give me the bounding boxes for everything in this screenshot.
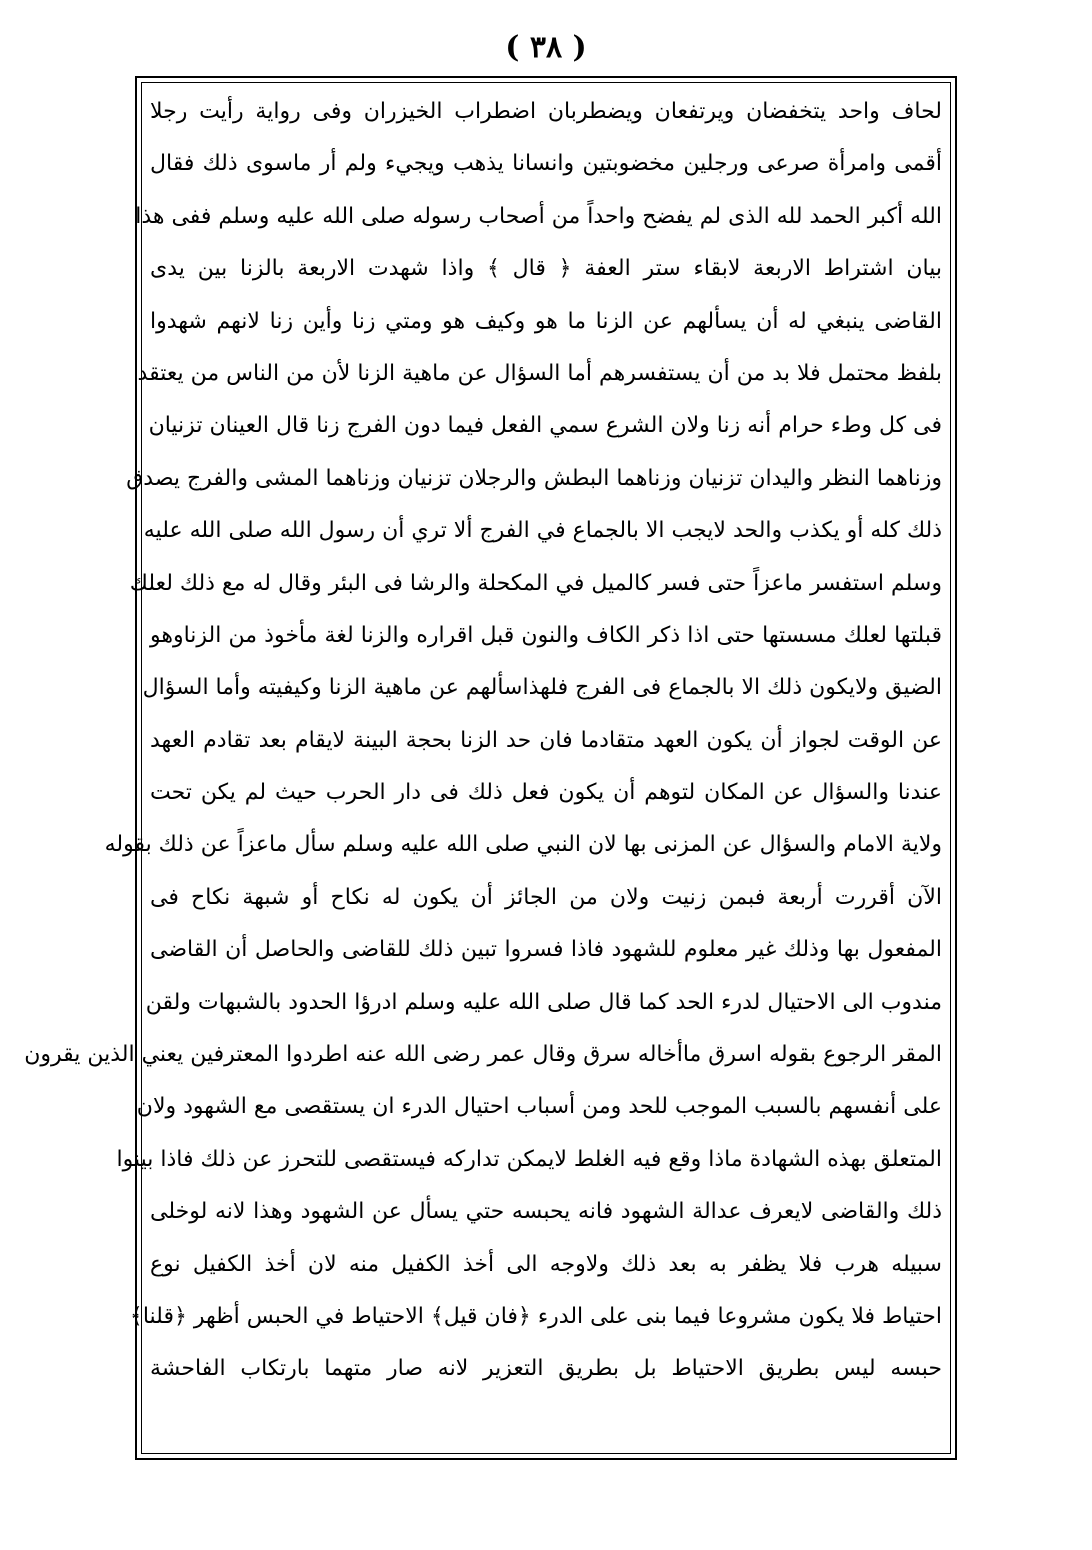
text-line: وزناهما النظر واليدان تزنيان وزناهما البطش والرجلان تزنيان وزناهما المشى والفرج يصدق: [126, 465, 942, 491]
text-line: سبيله هرب فلا يظفر به بعد ذلك ولاوجه الى أخذ الكفيل منه لان أخذ الكفيل نوع: [150, 1251, 942, 1277]
text-line: القاضى ينبغي له أن يسألهم عن الزنا ما هو وكيف هو ومتي زنا وأين زنا لانهم شهدوا: [150, 308, 942, 334]
text-line: بيان اشتراط الاربعة لابقاء ستر العفة ﴿ قال ﴾ واذا شهدت الاربعة بالزنا بين يدى: [150, 256, 942, 282]
text-line: ذلك والقاضى لايعرف عدالة الشهود فانه يحبسه حتي يسأل عن الشهود وهذا لانه لوخلى: [150, 1199, 942, 1225]
text-line: الله أكبر الحمد لله الذى لم يفضح واحداً من أصحاب رسوله صلى الله عليه وسلم ففى هذا: [135, 203, 942, 229]
page-number: ( ٣٨ ): [505, 30, 587, 65]
text-line: فى كل وطء حرام أنه زنا ولان الشرع سمي الفعل فيما دون الفرج زنا قال العينان تزنيان: [148, 413, 942, 439]
text-line: ذلك كله أو يكذب والحد لايجب الا بالجماع في الفرج ألا تري أن رسول الله صلى الله عليه: [143, 518, 942, 544]
text-line: مندوب الى الاحتيال لدرء الحد كما قال صلى الله عليه وسلم ادرؤا الحدود بالشبهات ولقن: [145, 989, 942, 1015]
text-line: لحاف واحد يتخفضان ويرتفعان ويضطربان اضطراب الخيزران وفى رواية رأيت رجلا: [150, 99, 942, 124]
text-line: وسلم استفسر ماعزاً حتى فسر كالميل في المكحلة والرشا فى البئر وقال له مع ذلك لعلك: [129, 570, 942, 596]
text-line: ولاية الامام والسؤال عن المزنى بها لان النبي صلى الله عليه وسلم سأل ماعزاً عن ذلك بقوله: [104, 832, 942, 858]
text-line: المقر الرجوع بقوله اسرق ماأخاله سرق وقال عمر رضى الله عنه اطردوا المعترفين يعني الذين يقرون: [24, 1042, 942, 1068]
text-line: قبلتها لعلك مسستها حتى اذا ذكر الكاف والنون قبل اقراره والزنا لغة مأخوذ من الزناوهو: [150, 622, 942, 648]
body-text: [24, 86, 942, 1450]
text-line: حبسه ليس بطريق الاحتياط بل بطريق التعزير لانه صار متهما بارتكاب الفاحشة: [150, 1356, 942, 1382]
text-line: المفعول بها وذلك غير معلوم للشهود فاذا فسروا تبين ذلك للقاضى والحاصل أن القاضى: [150, 937, 942, 963]
text-line: عن الوقت لجواز أن يكون العهد متقادما فان حد الزنا بحجة البينة لايقام بعد تقادم العهد: [150, 727, 942, 753]
text-line: بلفظ محتمل فلا بد من أن يستفسرهم أما السؤال عن ماهية الزنا لأن من الناس من يعتقد: [137, 360, 942, 386]
text-line: الضيق ولايكون ذلك الا بالجماع فى الفرج فلهذاسألهم عن ماهية الزنا وكيفيته وأما السؤال: [142, 675, 942, 701]
text-line: الآن أقررت أربعة فبمن زنيت ولان من الجائز أن يكون له نكاح أو شبهة نكاح فى: [150, 884, 942, 910]
text-line: المتعلق بهذه الشهادة ماذا وقع فيه الغلط لايمكن تداركه فيستقصى للتحرز عن ذلك فاذا بينوا: [116, 1146, 942, 1172]
text-line: احتياط فلا يكون مشروعا فيما بنى على الدرء ﴿فان قيل﴾ الاحتياط في الحبس أظهر ﴿قلنا﴾: [129, 1303, 942, 1329]
text-line: عندنا والسؤال عن المكان لتوهم أن يكون فعل ذلك فى دار الحرب حيث لم يكن تحت: [150, 780, 942, 806]
text-line: على أنفسهم بالسبب الموجب للحد ومن أسباب احتيال الدرء ان يستقصى مع الشهود ولان: [136, 1094, 942, 1120]
text-line: أقمى وامرأة صرعى ورجلين مخضوبتين وانسانا يذهب ويجيء ولم أر ماسوى ذلك فقال: [150, 151, 942, 177]
